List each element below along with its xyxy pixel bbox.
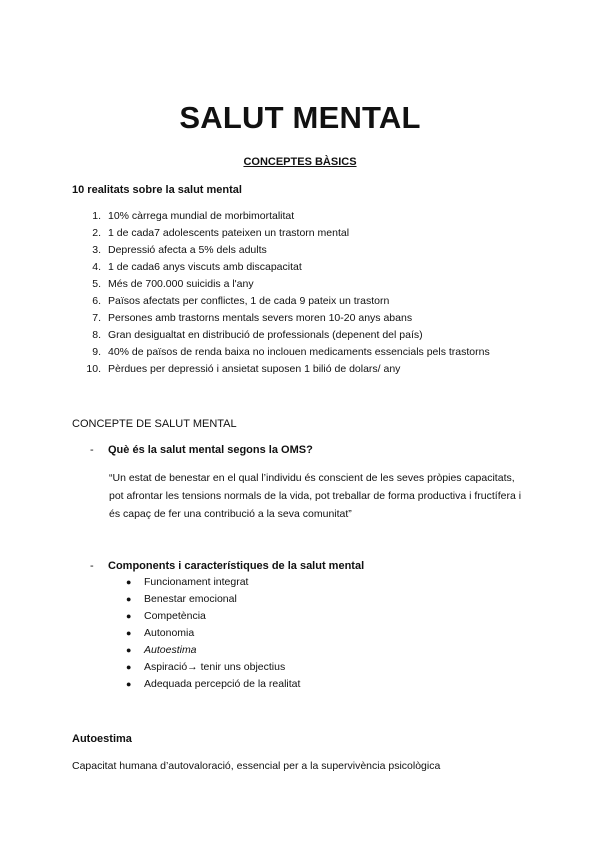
- list-number: 7.: [92, 312, 101, 324]
- realitats-list: [72, 208, 490, 378]
- list-number: 2.: [92, 227, 101, 239]
- list-item: [72, 208, 490, 225]
- list-item: [126, 642, 300, 659]
- list-text: Autoestima: [144, 644, 197, 656]
- list-text: Adequada percepció de la realitat: [144, 678, 301, 690]
- list-text: Autonomia: [144, 627, 195, 639]
- page-subtitle: CONCEPTES BÀSICS: [243, 156, 357, 168]
- concepte-heading: CONCEPTE DE SALUT MENTAL: [72, 418, 237, 430]
- autoestima-heading: Autoestima: [72, 733, 132, 745]
- list-text: Benestar emocional: [144, 593, 237, 605]
- oms-definition-quote: “Un estat de benestar en el qual l’individu és conscient de les seves pròpies capacitats, pot afrontar les tensions normals de la vida, pot treballar de forma productiva i fructífera i és capaç de fer una contribució a la seva comunitat”: [109, 472, 522, 520]
- list-item: [72, 327, 490, 344]
- list-item: [126, 676, 300, 693]
- list-number: 1.: [92, 210, 101, 222]
- list-item: [126, 659, 300, 676]
- list-number: 3.: [92, 244, 101, 256]
- list-text: 10% càrrega mundial de morbimortalitat: [108, 210, 295, 222]
- oms-question: [90, 444, 313, 456]
- bullet-icon: ●: [126, 594, 132, 604]
- list-text: Persones amb trastorns mentals severs moren 10-20 anys abans: [108, 312, 413, 324]
- bullet-icon: ●: [126, 679, 132, 689]
- components-heading-text: Components i característiques de la salut mental: [108, 560, 365, 572]
- list-text: Depressió afecta a 5% dels adults: [108, 244, 267, 256]
- list-text: Pèrdues per depressió i ansietat suposen 1 bilió de dolars/ any: [108, 363, 401, 375]
- list-item: [126, 625, 300, 642]
- dash-marker: -: [90, 560, 94, 572]
- list-number: 6.: [92, 295, 101, 307]
- bullet-icon: ●: [126, 577, 132, 587]
- list-item: [126, 608, 300, 625]
- list-number: 4.: [92, 261, 101, 273]
- list-item: [72, 259, 490, 276]
- components-heading: [90, 560, 364, 572]
- list-text: Països afectats per conflictes, 1 de cada 9 pateix un trastorn: [108, 295, 390, 307]
- list-item: [72, 344, 490, 361]
- bullet-icon: ●: [126, 628, 132, 638]
- list-text: 40% de països de renda baixa no inclouen medicaments essencials pels trastorns: [108, 346, 490, 358]
- bullet-icon: ●: [126, 645, 132, 655]
- realitats-heading: 10 realitats sobre la salut mental: [72, 184, 242, 196]
- list-text: Aspiració→ tenir uns objectius: [144, 661, 286, 673]
- list-text: Més de 700.000 suicidis a l'any: [108, 278, 254, 290]
- dash-marker: -: [90, 444, 94, 456]
- list-text: 1 de cada6 anys viscuts amb discapacitat: [108, 261, 302, 273]
- list-number: 9.: [92, 346, 101, 358]
- list-text: 1 de cada7 adolescents pateixen un trastorn mental: [108, 227, 350, 239]
- list-item: [72, 293, 490, 310]
- list-text: Competència: [144, 610, 206, 622]
- list-item: [72, 225, 490, 242]
- list-number: 10.: [86, 363, 101, 375]
- list-number: 8.: [92, 329, 101, 341]
- autoestima-definition: Capacitat humana d’autovaloració, essencial per a la supervivència psicològica: [72, 760, 441, 772]
- oms-question-text: Què és la salut mental segons la OMS?: [108, 444, 313, 456]
- list-number: 5.: [92, 278, 101, 290]
- list-item: [72, 242, 490, 259]
- components-list: [126, 574, 300, 693]
- list-item: [126, 574, 300, 591]
- list-item: [126, 591, 300, 608]
- bullet-icon: ●: [126, 611, 132, 621]
- list-text: Funcionament integrat: [144, 576, 249, 588]
- list-text: Gran desigualtat en distribució de professionals (depenent del país): [108, 329, 423, 341]
- list-item: [72, 310, 490, 327]
- bullet-icon: ●: [126, 662, 132, 672]
- list-item: [72, 276, 490, 293]
- list-item: [72, 361, 490, 378]
- page-title: SALUT MENTAL: [179, 100, 421, 135]
